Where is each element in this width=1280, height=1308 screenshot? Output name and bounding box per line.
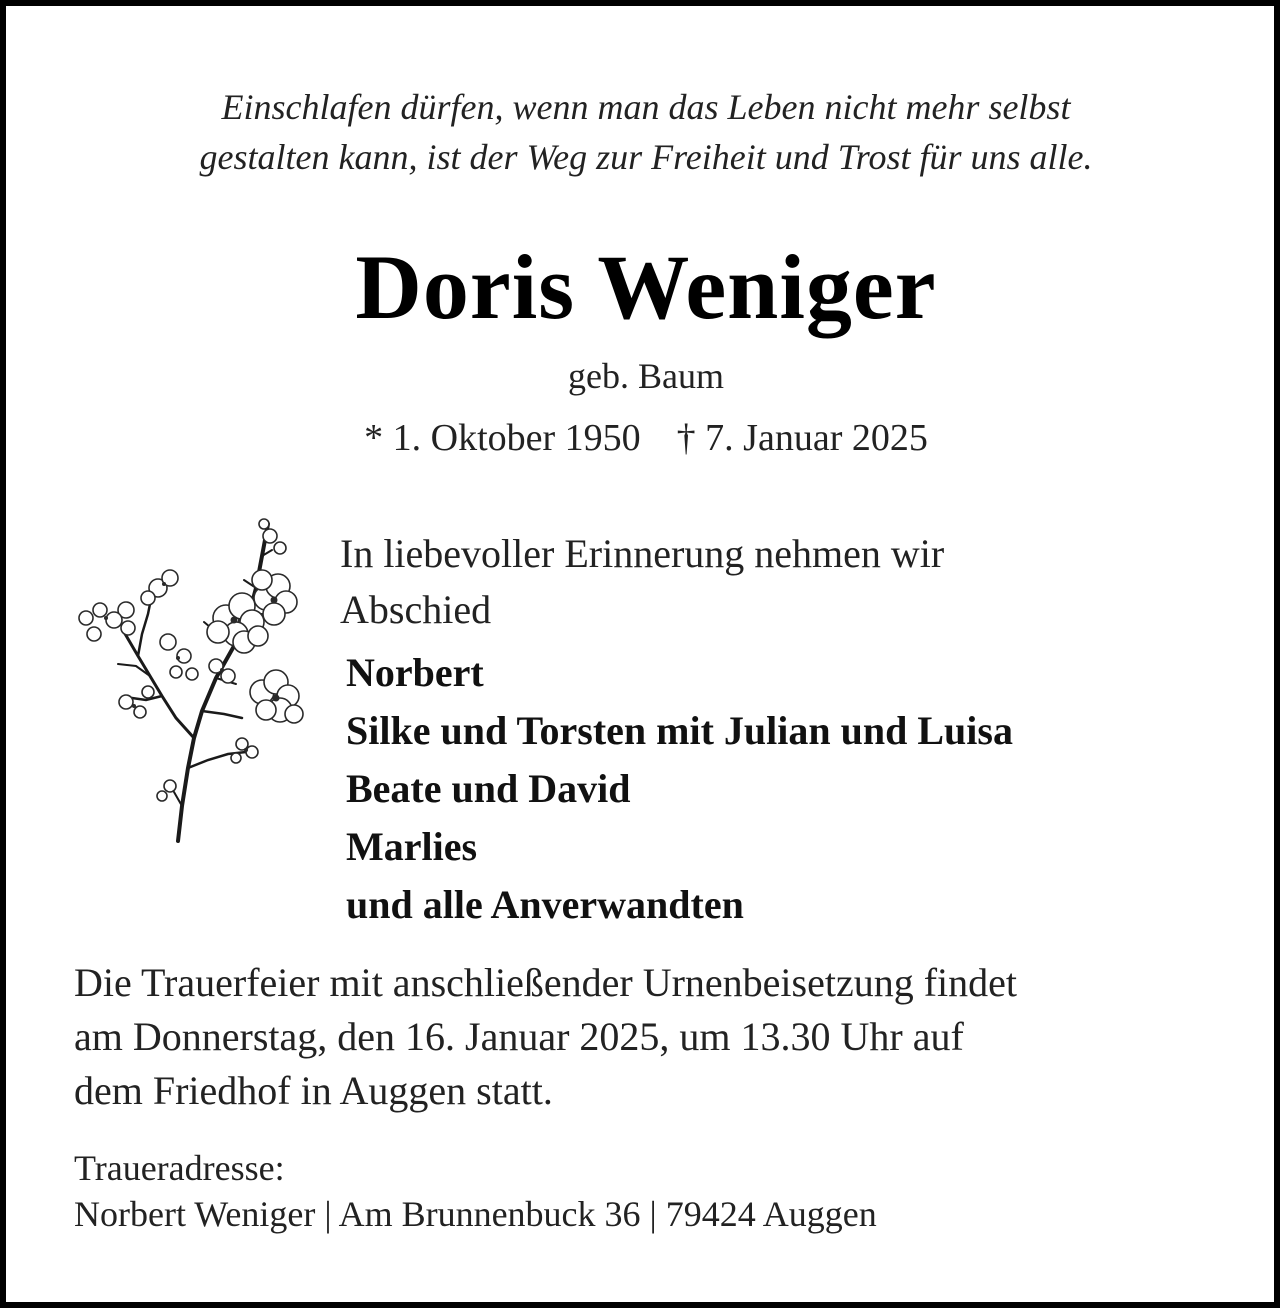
mourner-name: Marlies [346, 824, 478, 869]
mourning-address: Norbert Weniger | Am Brunnenbuck 36 | 79424 Auggen [74, 1194, 877, 1234]
service-line-3: dem Friedhof in Auggen statt. [74, 1068, 553, 1113]
service-line-1: Die Trauerfeier mit anschließender Urnenbeisetzung findet [74, 960, 1018, 1005]
farewell-intro-line-1: In liebevoller Erinnerung nehmen wir [340, 531, 945, 576]
funeral-service-notice [74, 956, 1234, 1118]
life-dates [6, 414, 1280, 462]
farewell-intro [340, 526, 1160, 638]
mourner-name: Silke und Torsten mit Julian und Luisa [346, 708, 1013, 753]
death-date: † 7. Januar 2025 [676, 417, 928, 459]
motto-line-2: gestalten kann, ist der Weg zur Freiheit und Trost für uns alle. [199, 137, 1093, 177]
deceased-name: Doris Weniger [355, 236, 937, 338]
mourner-name: Norbert [346, 650, 484, 695]
mourners-list [346, 644, 1246, 934]
service-line-2: am Donnerstag, den 16. Januar 2025, um 13.30 Uhr auf [74, 1014, 964, 1059]
farewell-intro-line-2: Abschied [340, 587, 492, 632]
birth-date: * 1. Oktober 1950 [364, 417, 641, 459]
mourner-name: Beate und David [346, 766, 631, 811]
maiden-name: geb. Baum [568, 356, 724, 396]
motto-quote [6, 82, 1280, 182]
mourning-address-label: Traueradresse: [74, 1148, 285, 1188]
motto-line-1: Einschlafen dürfen, wenn man das Leben nicht mehr selbst [221, 87, 1071, 127]
blossom-branch-icon [66, 506, 316, 851]
mourner-name: und alle Anverwandten [346, 882, 744, 927]
